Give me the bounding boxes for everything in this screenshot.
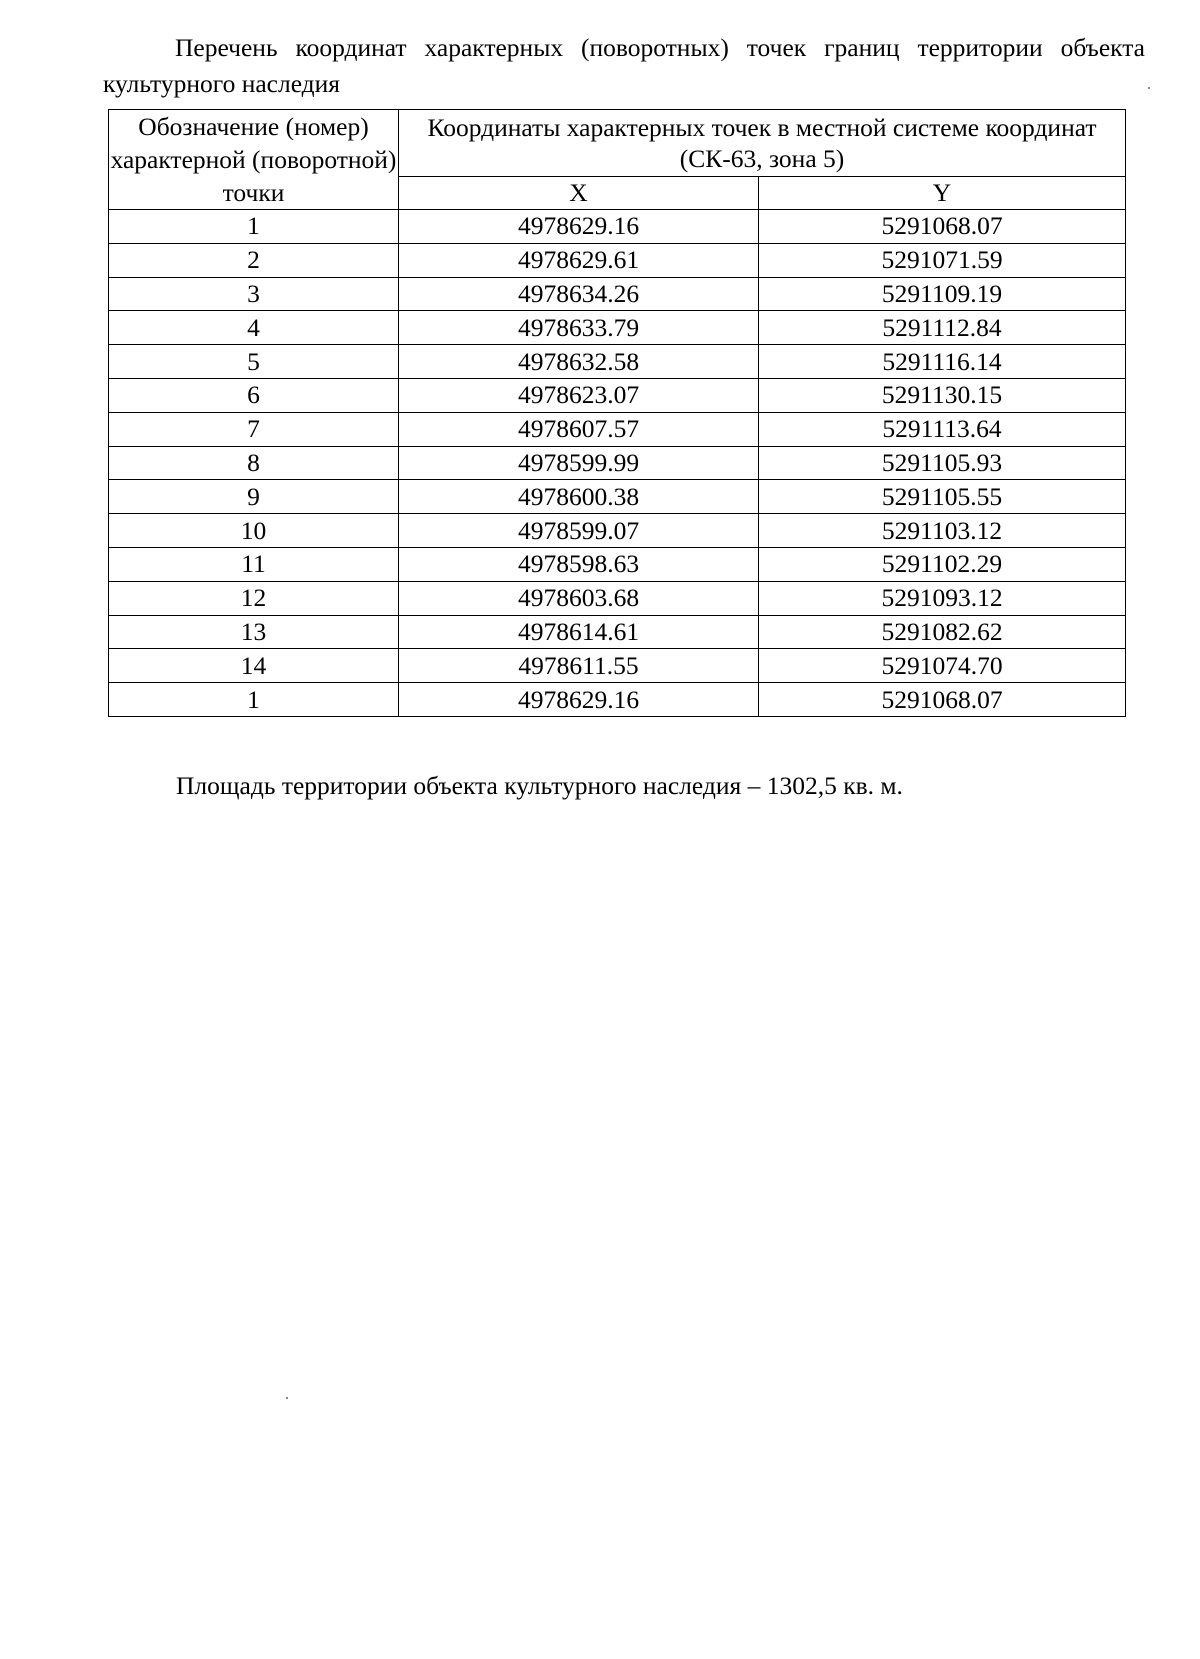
table-header xyxy=(109,110,1126,210)
x-coordinate-cell: 4978611.55 xyxy=(399,649,759,683)
point-number-cell: 2 xyxy=(109,243,399,277)
x-coordinate-cell: 4978603.68 xyxy=(399,581,759,615)
table-body xyxy=(109,210,1126,717)
y-column-header: Y xyxy=(759,177,1126,210)
point-number-cell: 12 xyxy=(109,581,399,615)
x-coordinate-cell: 4978598.63 xyxy=(399,547,759,581)
x-coordinate-cell: 4978614.61 xyxy=(399,615,759,649)
y-coordinate-cell: 5291112.84 xyxy=(759,311,1126,345)
point-number-cell: 9 xyxy=(109,480,399,514)
table-row xyxy=(109,446,1126,480)
point-number-cell: 1 xyxy=(109,210,399,244)
y-coordinate-cell: 5291074.70 xyxy=(759,649,1126,683)
y-coordinate-cell: 5291068.07 xyxy=(759,210,1126,244)
point-number-cell: 13 xyxy=(109,615,399,649)
x-coordinate-cell: 4978607.57 xyxy=(399,412,759,446)
x-column-header: X xyxy=(399,177,759,210)
y-coordinate-cell: 5291105.55 xyxy=(759,480,1126,514)
point-number-cell: 8 xyxy=(109,446,399,480)
y-coordinate-cell: 5291109.19 xyxy=(759,277,1126,311)
point-number-cell: 4 xyxy=(109,311,399,345)
y-coordinate-cell: 5291068.07 xyxy=(759,683,1126,717)
point-number-header: Обозначение (номер) характерной (поворотной) точки xyxy=(109,110,399,210)
coordinates-table xyxy=(108,109,1126,717)
y-coordinate-cell: 5291071.59 xyxy=(759,243,1126,277)
y-coordinate-cell: 5291103.12 xyxy=(759,514,1126,548)
y-coordinate-cell: 5291130.15 xyxy=(759,378,1126,412)
x-coordinate-cell: 4978632.58 xyxy=(399,345,759,379)
table-row xyxy=(109,378,1126,412)
scan-speck xyxy=(286,1397,288,1399)
scan-speck xyxy=(1148,87,1150,89)
x-coordinate-cell: 4978629.61 xyxy=(399,243,759,277)
table-row xyxy=(109,514,1126,548)
y-coordinate-cell: 5291105.93 xyxy=(759,446,1126,480)
y-coordinate-cell: 5291113.64 xyxy=(759,412,1126,446)
x-coordinate-cell: 4978629.16 xyxy=(399,683,759,717)
table-row xyxy=(109,480,1126,514)
point-number-cell: 7 xyxy=(109,412,399,446)
table-row xyxy=(109,615,1126,649)
table-row xyxy=(109,345,1126,379)
point-number-cell: 1 xyxy=(109,683,399,717)
point-number-cell: 5 xyxy=(109,345,399,379)
coordinates-group-header: Координаты характерных точек в местной системе координат (СК-63, зона 5) xyxy=(399,110,1126,177)
x-coordinate-cell: 4978633.79 xyxy=(399,311,759,345)
document-heading: Перечень координат характерных (поворотных) точек границ территории объекта культурного наследия xyxy=(103,33,1145,98)
x-coordinate-cell: 4978600.38 xyxy=(399,480,759,514)
y-coordinate-cell: 5291082.62 xyxy=(759,615,1126,649)
table-row xyxy=(109,311,1126,345)
point-number-cell: 11 xyxy=(109,547,399,581)
point-number-cell: 6 xyxy=(109,378,399,412)
point-number-cell: 10 xyxy=(109,514,399,548)
y-coordinate-cell: 5291093.12 xyxy=(759,581,1126,615)
table-row xyxy=(109,649,1126,683)
point-number-cell: 14 xyxy=(109,649,399,683)
point-number-cell: 3 xyxy=(109,277,399,311)
x-coordinate-cell: 4978599.07 xyxy=(399,514,759,548)
table-row xyxy=(109,243,1126,277)
table-row xyxy=(109,581,1126,615)
x-coordinate-cell: 4978623.07 xyxy=(399,378,759,412)
y-coordinate-cell: 5291102.29 xyxy=(759,547,1126,581)
y-coordinate-cell: 5291116.14 xyxy=(759,345,1126,379)
table-row xyxy=(109,210,1126,244)
table-row xyxy=(109,277,1126,311)
table-row xyxy=(109,547,1126,581)
x-coordinate-cell: 4978634.26 xyxy=(399,277,759,311)
x-coordinate-cell: 4978599.99 xyxy=(399,446,759,480)
x-coordinate-cell: 4978629.16 xyxy=(399,210,759,244)
area-statement: Площадь территории объекта культурного наследия – 1302,5 кв. м. xyxy=(176,771,903,800)
table-row xyxy=(109,412,1126,446)
table-row xyxy=(109,683,1126,717)
